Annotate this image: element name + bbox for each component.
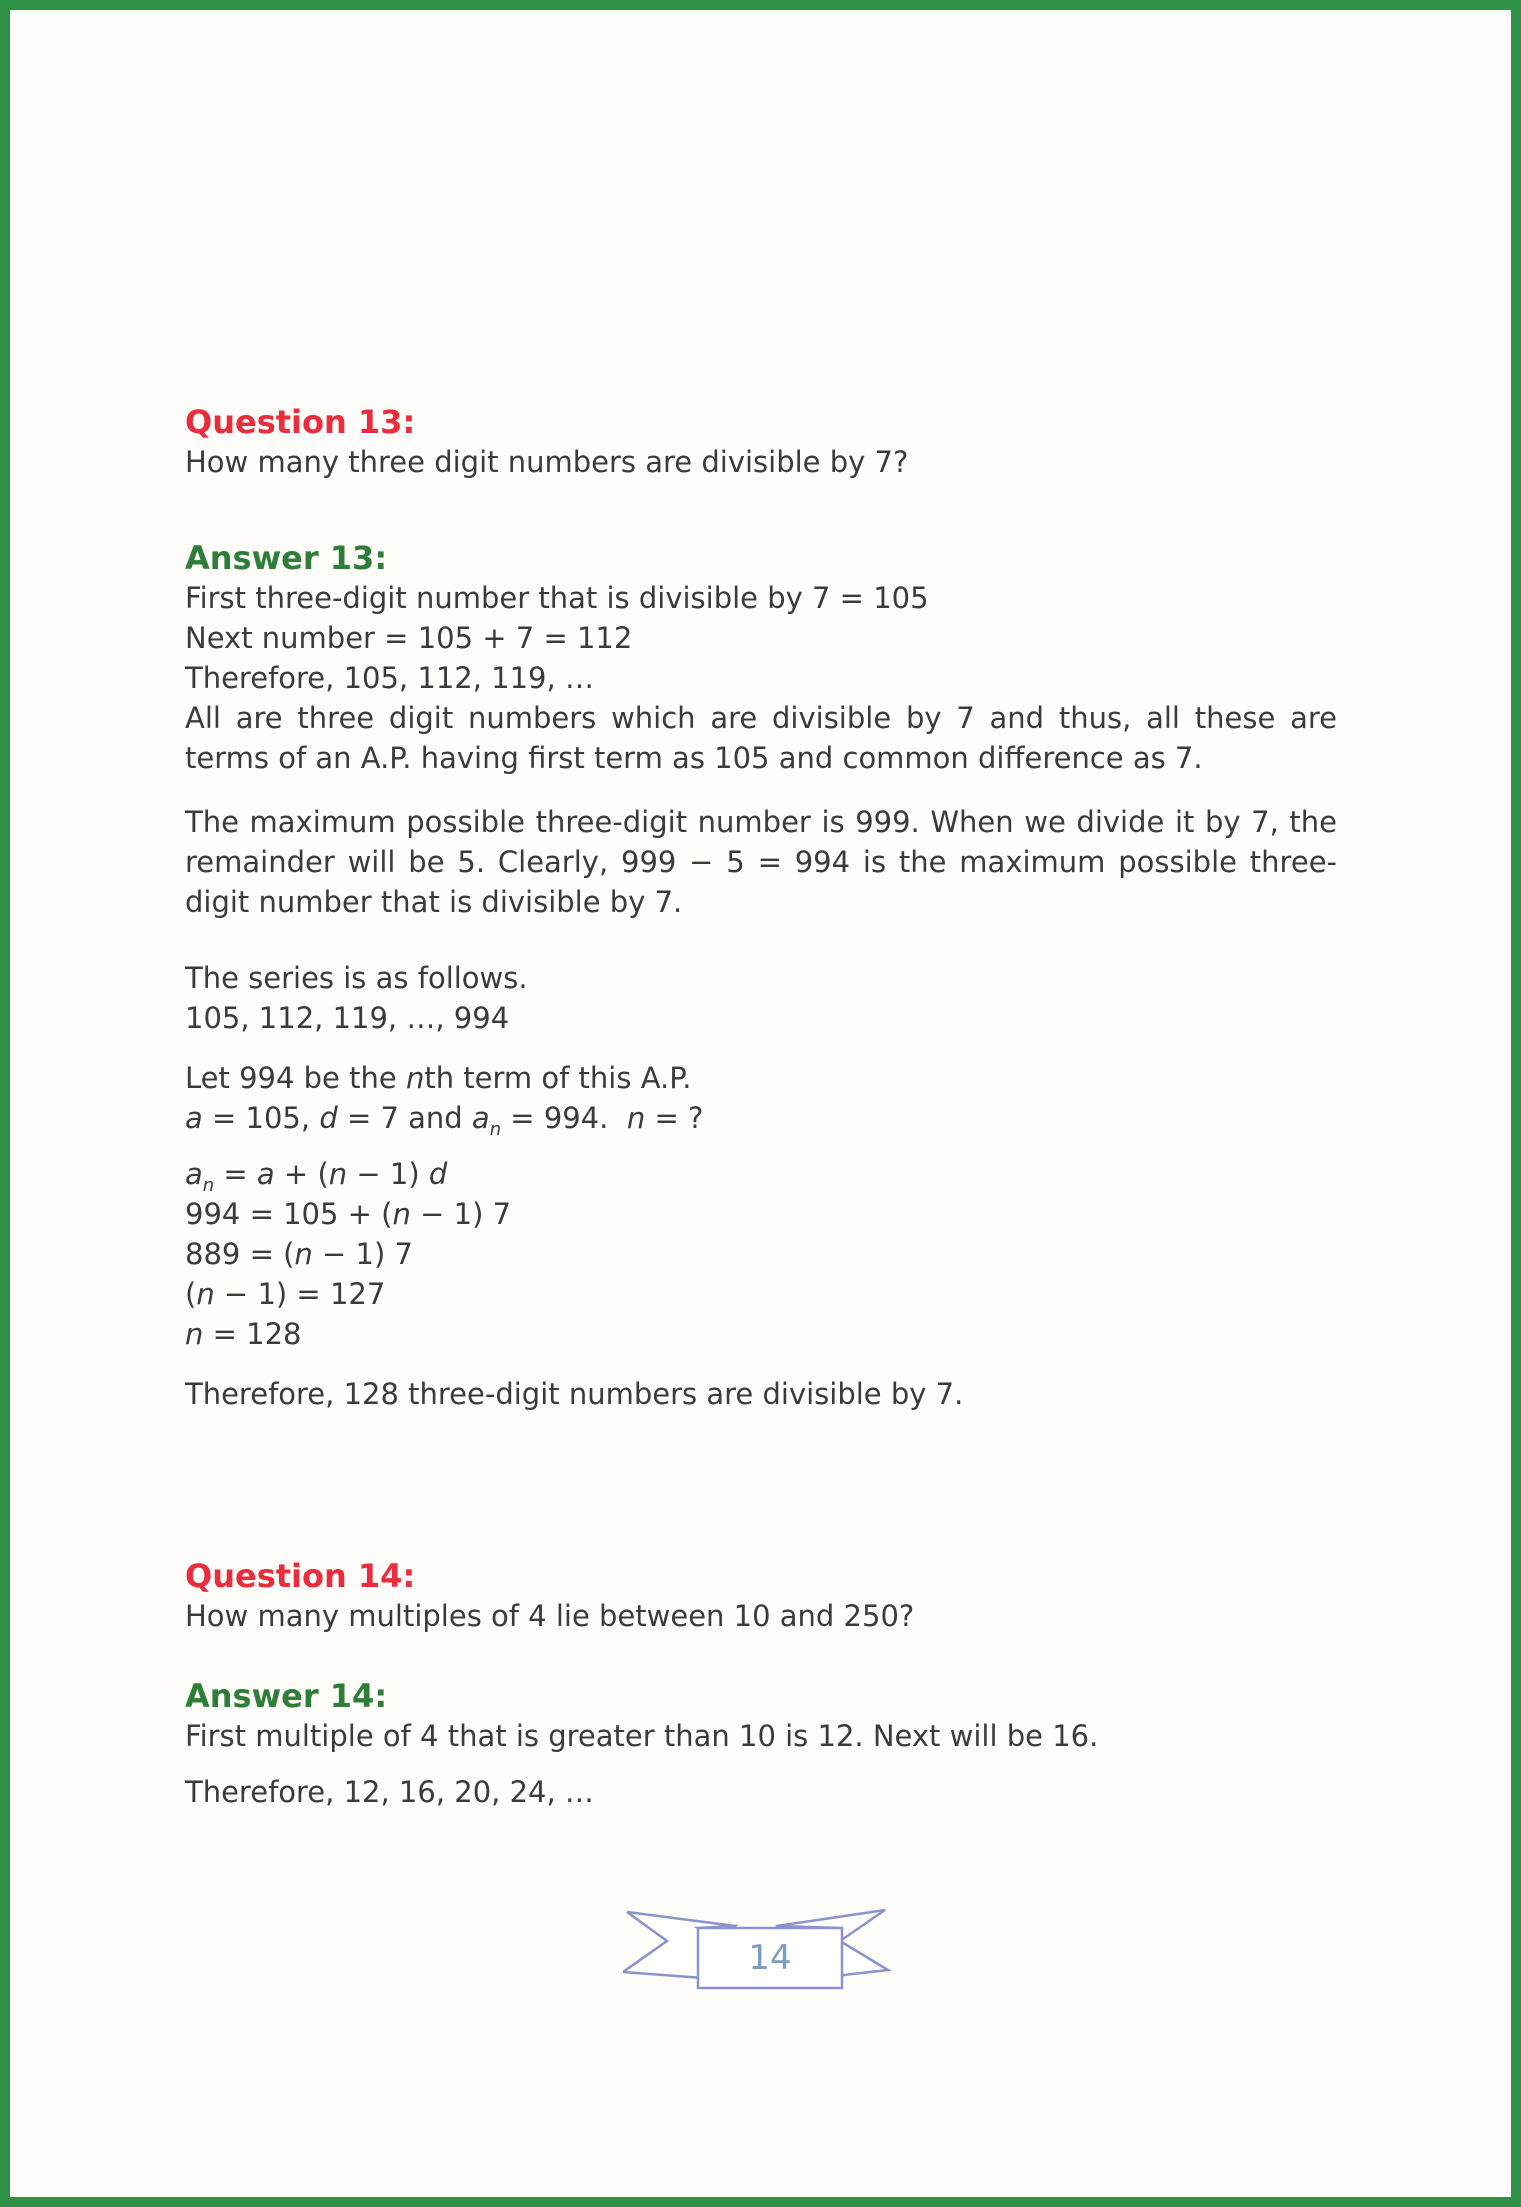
page-number: 14 [748,1938,792,1978]
given-values-line: a = 105, d = 7 and $a_n = 994$. n = ? [185,1101,704,1140]
let-block [185,1058,1337,1138]
page-number-ribbon [185,1908,1337,2002]
answer-14-therefore-block [185,1772,1337,1812]
answer-14-line-1: First multiple of 4 that is greater than 10 is 12. Next will be 16. [185,1719,1099,1753]
answer-13-paragraph-2-block [185,802,1337,922]
answer-13-line-3: Therefore, 105, 112, 119, … [185,661,594,695]
answer-13-conclusion-block [185,1374,1337,1414]
answer-13-paragraph-2: The maximum possible three-digit number is 999. When we divide it by 7, the remainder will be 5. Clearly, 999 − 5 = 994 is the maximum possible three-digit number that is divisible by 7. [185,805,1337,919]
equation-2: 994 = 105 + (n − 1) 7 [185,1197,512,1231]
answer-14-block [185,1676,1337,1756]
equation-4: (n − 1) = 127 [185,1277,386,1311]
question-13-block [185,402,1337,482]
question-13-heading: Question 13: [185,403,416,441]
series-values-text: 105, 112, 119, …, 994 [185,1001,510,1035]
answer-13-conclusion: Therefore, 128 three-digit numbers are divisible by 7. [185,1377,964,1411]
question-14-block [185,1556,1337,1636]
page-content [10,10,1511,2002]
answer-14-line-2: Therefore, 12, 16, 20, 24, … [185,1775,594,1809]
answer-13-line-1: First three-digit number that is divisible by 7 = 105 [185,581,929,615]
answer-14-heading: Answer 14: [185,1677,388,1715]
let-line: Let 994 be the nth term of this A.P. [185,1061,692,1095]
equation-1: $a_n = a + (n - 1)$ d [185,1157,448,1196]
answer-13-heading: Answer 13: [185,539,388,577]
answer-13-paragraph-1: All are three digit numbers which are divisible by 7 and thus, all these are terms of an A.P. having first term as 105 and common difference as 7. [185,701,1337,775]
series-intro-text: The series is as follows. [185,961,528,995]
ribbon-banner-icon [623,1908,923,1992]
equation-5: n = 128 [185,1317,302,1351]
question-14-heading: Question 14: [185,1557,416,1595]
answer-13-line-2: Next number = 105 + 7 = 112 [185,621,633,655]
question-14-text: How many multiples of 4 lie between 10 and 250? [185,1599,915,1633]
series-block [185,958,1337,1038]
equation-block [185,1154,1337,1354]
answer-13-block [185,538,1337,778]
question-13-text: How many three digit numbers are divisible by 7? [185,445,909,479]
equation-3: 889 = (n − 1) 7 [185,1237,413,1271]
